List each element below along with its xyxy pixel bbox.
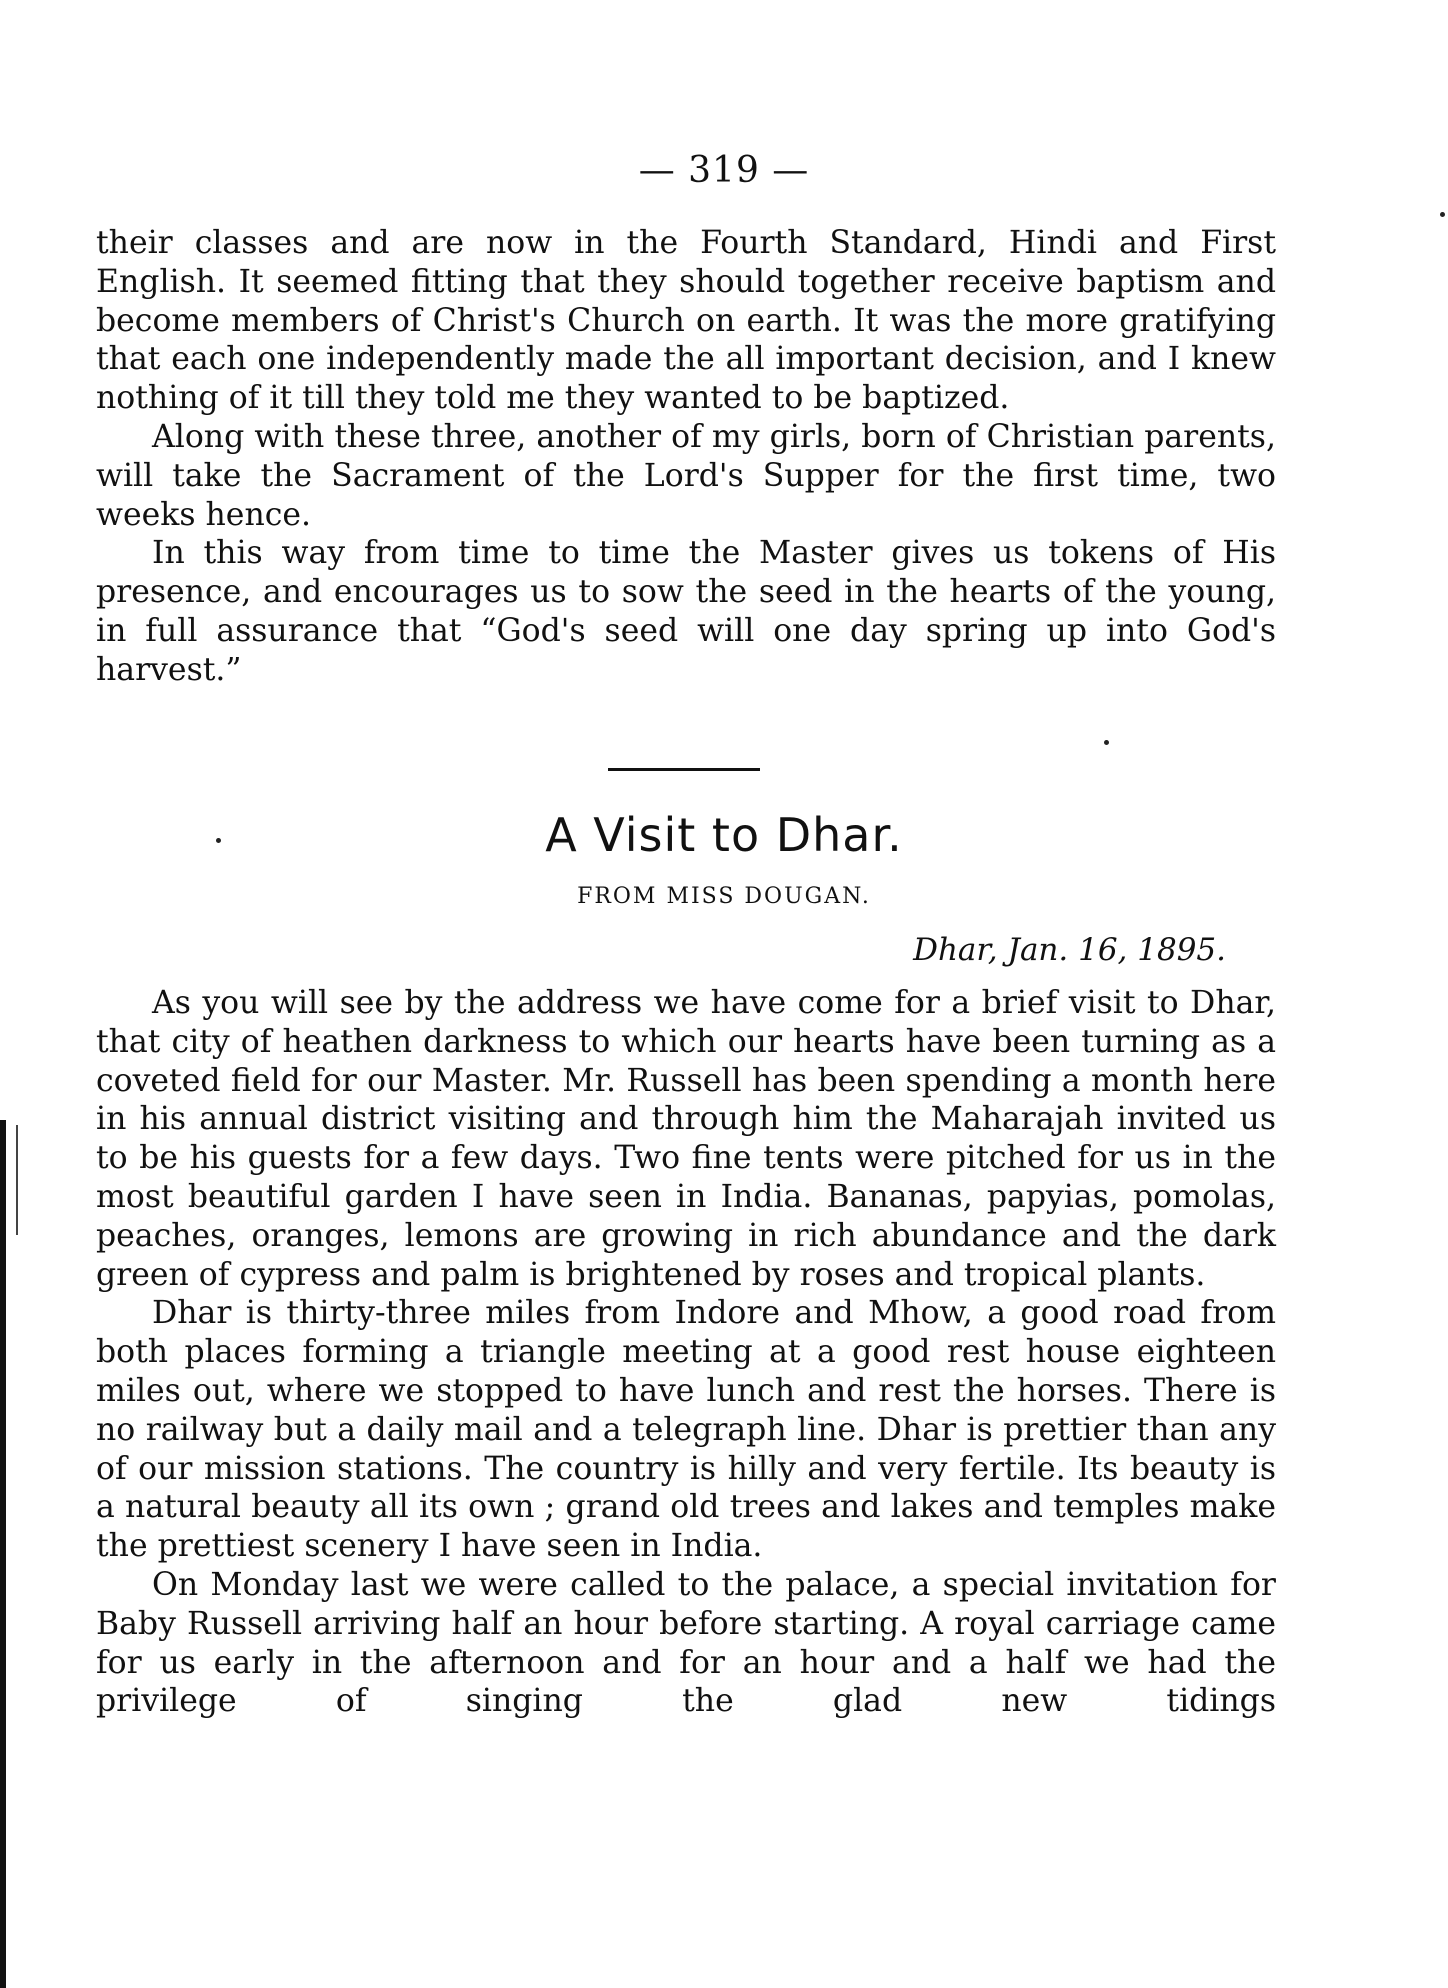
article-byline: FROM MISS DOUGAN. <box>577 884 871 909</box>
scan-speck <box>1104 740 1109 745</box>
article-title: A Visit to Dhar. <box>545 808 903 862</box>
page-number: — 319 — <box>638 150 810 191</box>
paragraph: As you will see by the address we have come for a brief visit to Dhar, that city of heathen darkness to which our hearts have been turning as a coveted field for our Master. Mr. Russell has been spending a month here in his annual district visiting and through him the Maharajah invited us to be his guests for a few days. Two fine tents were pitched for us in the most beautiful garden I have seen in India. Bananas, papyias, pomolas, peaches, oranges, lemons are growing in rich abundance and the dark green of cypress and palm is brightened by roses and tropical plants. <box>96 985 1276 1293</box>
scan-edge-shadow <box>0 1120 6 1988</box>
continued-section <box>96 224 1276 690</box>
paragraph: Along with these three, another of my girls, born of Christian parents, will take the Sacrament of the Lord's Supper for the first time, two weeks hence. <box>96 418 1276 533</box>
paragraph: Dhar is thirty-three miles from Indore and Mhow, a good road from both places forming a triangle meeting at a good rest house eighteen miles out, where we stopped to have lunch and rest the horses. There is no railway but a daily mail and a telegraph line. Dhar is prettier than any of our mission stations. The country is hilly and very fertile. Its beauty is a natural beauty all its own ; grand old trees and lakes and temples make the prettiest scenery I have seen in India. <box>96 1295 1276 1565</box>
paragraph: In this way from time to time the Master gives us tokens of His presence, and encourages us to sow the seed in the hearts of the young, in full assurance that “God's seed will one day spring up into God's harvest.” <box>96 535 1276 688</box>
article-body <box>96 984 1276 1721</box>
article-dateline: Dhar, Jan. 16, 1895. <box>913 932 1226 968</box>
paragraph: their classes and are now in the Fourth Standard, Hindi and First English. It seemed fitting that they should together receive baptism and become members of Christ's Church on earth. It was the more gratifying that each one independently made the all important decision, and I knew nothing of it till they told me they wanted to be baptized. <box>96 225 1276 417</box>
paragraph: On Monday last we were called to the palace, a special invitation for Baby Russell arriving half an hour before starting. A royal carriage came for us early in the afternoon and for an hour and a half we had the privilege of singing the glad new tidings <box>96 1566 1276 1720</box>
section-divider <box>608 768 760 771</box>
scan-speck <box>1440 212 1445 217</box>
scan-mark <box>16 1125 18 1235</box>
